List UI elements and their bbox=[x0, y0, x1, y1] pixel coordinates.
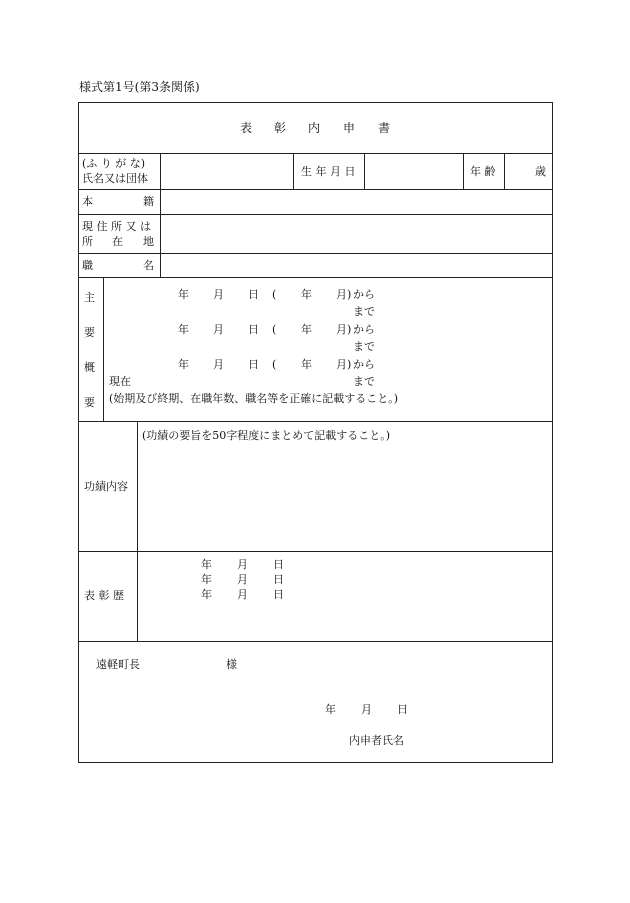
footer-month: 月 bbox=[361, 703, 372, 716]
achievements-label-divider bbox=[137, 421, 138, 641]
awards-day-1: 日 bbox=[273, 558, 284, 571]
summary-day-2: 日 bbox=[248, 323, 259, 336]
address-char-1: 所 bbox=[82, 235, 93, 248]
occupation-char-1: 職 bbox=[82, 259, 93, 272]
honseki-char-2: 籍 bbox=[143, 195, 154, 208]
label-col-divider bbox=[160, 153, 161, 277]
summary-label-divider bbox=[103, 277, 104, 421]
summary-year-1: 年 bbox=[178, 288, 189, 301]
birth-age-divider bbox=[463, 153, 464, 189]
birthdate-label: 生 年 月 日 bbox=[301, 165, 356, 178]
rule-below-name bbox=[78, 189, 553, 190]
title-char-2: 彰 bbox=[274, 121, 287, 135]
summary-year-2: 年 bbox=[178, 323, 189, 336]
frame-bottom bbox=[78, 762, 553, 763]
rule-below-summary bbox=[78, 421, 553, 422]
achievements-label: 功績内容 bbox=[84, 480, 128, 493]
rule-below-title bbox=[78, 153, 553, 154]
occupation-char-2: 名 bbox=[143, 259, 154, 272]
title-char-3: 内 bbox=[308, 121, 321, 135]
summary-from-3: から bbox=[353, 358, 375, 371]
rule-below-awards bbox=[78, 641, 553, 642]
summary-note: (始期及び終期、在職年数、職名等を正確に記載すること。) bbox=[109, 392, 399, 405]
honorific: 様 bbox=[226, 658, 237, 671]
summary-label-char-3: 概 bbox=[84, 361, 95, 374]
name-label: 氏名又は団体 bbox=[82, 172, 148, 185]
awards-month-1: 月 bbox=[237, 558, 248, 571]
summary-year2-2: 年 bbox=[301, 323, 312, 336]
summary-until-3: まで bbox=[353, 375, 375, 388]
summary-from-2: から bbox=[353, 323, 375, 336]
addressee: 遠軽町長 bbox=[96, 658, 140, 671]
summary-month-1: 月 bbox=[213, 288, 224, 301]
footer-day: 日 bbox=[397, 703, 408, 716]
honseki-char-1: 本 bbox=[82, 195, 93, 208]
form-number: 様式第1号(第3条関係) bbox=[79, 80, 200, 94]
summary-until-2: まで bbox=[353, 340, 375, 353]
summary-year2-1: 年 bbox=[301, 288, 312, 301]
address-label-line1: 現 住 所 又 は bbox=[82, 220, 151, 233]
summary-paren-2: ( bbox=[272, 323, 277, 336]
title-char-4: 申 bbox=[343, 121, 356, 135]
summary-month2-1: 月) bbox=[336, 288, 352, 301]
awards-year-2: 年 bbox=[201, 573, 212, 586]
rule-below-occupation bbox=[78, 277, 553, 278]
frame-left bbox=[78, 102, 79, 763]
summary-year-3: 年 bbox=[178, 358, 189, 371]
awards-day-2: 日 bbox=[273, 573, 284, 586]
title-char-1: 表 bbox=[240, 121, 253, 135]
summary-month-2: 月 bbox=[213, 323, 224, 336]
birth-label-divider bbox=[364, 153, 365, 189]
title-char-5: 書 bbox=[378, 121, 391, 135]
awards-month-3: 月 bbox=[237, 588, 248, 601]
age-unit: 歳 bbox=[535, 165, 546, 178]
awards-month-2: 月 bbox=[237, 573, 248, 586]
rule-below-honseki bbox=[78, 214, 553, 215]
footer-year: 年 bbox=[325, 703, 336, 716]
achievements-note: (功績の要旨を50字程度にまとめて記載すること。) bbox=[142, 429, 391, 442]
address-char-3: 地 bbox=[143, 235, 154, 248]
frame-top bbox=[78, 102, 553, 103]
summary-year2-3: 年 bbox=[301, 358, 312, 371]
awards-year-3: 年 bbox=[201, 588, 212, 601]
summary-until-1: まで bbox=[353, 305, 375, 318]
address-char-2: 在 bbox=[112, 235, 123, 248]
awards-year-1: 年 bbox=[201, 558, 212, 571]
summary-month2-2: 月) bbox=[336, 323, 352, 336]
summary-month2-3: 月) bbox=[336, 358, 352, 371]
name-birth-divider bbox=[293, 153, 294, 189]
summary-paren-1: ( bbox=[272, 288, 277, 301]
age-label-divider bbox=[504, 153, 505, 189]
age-label: 年 齢 bbox=[470, 165, 496, 178]
summary-day-3: 日 bbox=[248, 358, 259, 371]
summary-label-char-4: 要 bbox=[84, 396, 95, 409]
summary-month-3: 月 bbox=[213, 358, 224, 371]
summary-label-char-2: 要 bbox=[84, 326, 95, 339]
furigana-label: (ふ り が な) bbox=[82, 157, 146, 170]
applicant-label: 内申者氏名 bbox=[349, 734, 404, 747]
awards-day-3: 日 bbox=[273, 588, 284, 601]
rule-below-achievements bbox=[78, 551, 553, 552]
summary-day-1: 日 bbox=[248, 288, 259, 301]
rule-below-address bbox=[78, 253, 553, 254]
summary-present: 現在 bbox=[109, 375, 131, 388]
summary-from-1: から bbox=[353, 288, 375, 301]
frame-right bbox=[552, 102, 553, 763]
awards-label: 表 彰 歴 bbox=[84, 589, 124, 602]
summary-label-char-1: 主 bbox=[84, 291, 95, 304]
summary-paren-3: ( bbox=[272, 358, 277, 371]
